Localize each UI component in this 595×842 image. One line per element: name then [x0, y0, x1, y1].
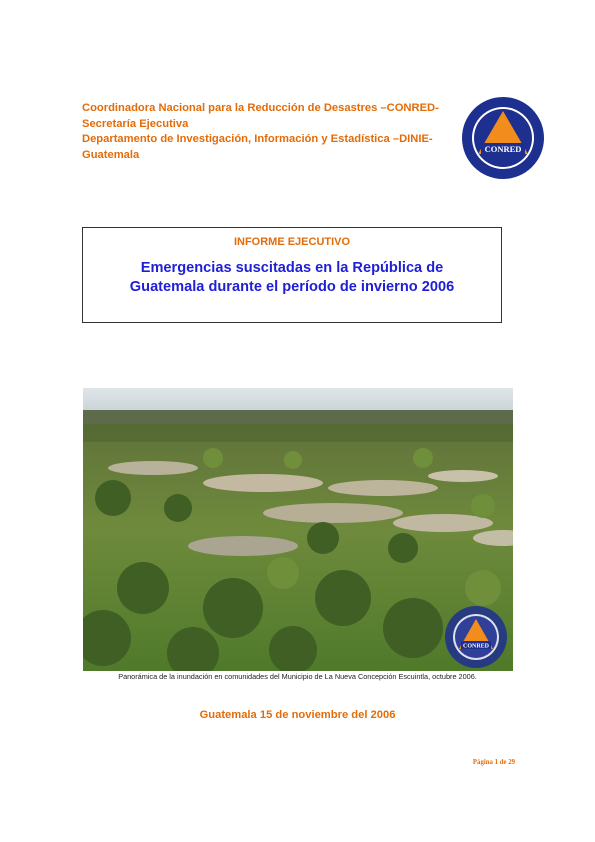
- logo-text: CONRED: [484, 144, 522, 154]
- photo-watermark-text: CONRED: [462, 643, 490, 650]
- header-department-line: Departamento de Investigación, Información y Estadística –DINIE-: [82, 133, 433, 146]
- document-date: Guatemala 15 de noviembre del 2006: [199, 709, 396, 721]
- report-title-line1: Emergencias suscitadas en la República de: [140, 260, 444, 276]
- header-org-line: Coordinadora Nacional para la Reducción de Desastres –CONRED-: [82, 102, 439, 114]
- page-number: Página 1 de 29: [472, 759, 515, 766]
- flood-photo: [83, 388, 513, 671]
- title-box: [82, 227, 502, 323]
- conred-logo: [461, 96, 545, 180]
- photo-caption: Panorámica de la inundación en comunidades del Municipio de La Nueva Concepción Escuintla, octubre 2006.: [118, 672, 477, 681]
- document-header: [82, 101, 462, 163]
- report-title: [83, 259, 501, 297]
- header-secretaria-line: Secretaría Ejecutiva: [82, 117, 189, 130]
- report-kicker: INFORME EJECUTIVO: [233, 236, 351, 248]
- report-title-line2: Guatemala durante el período de invierno 2006: [129, 279, 455, 295]
- header-country-line: Guatemala: [82, 148, 140, 161]
